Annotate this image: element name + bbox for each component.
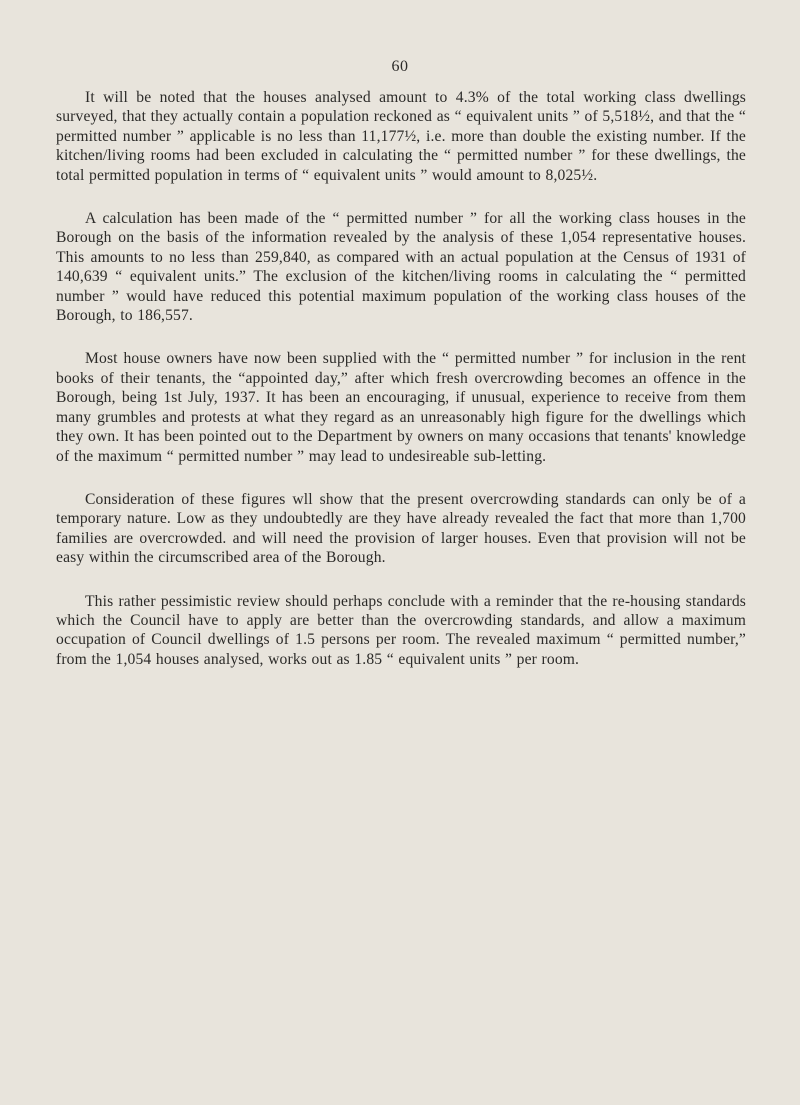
page-number: 60 [391, 58, 409, 75]
paragraph-rehousing-standards: This rather pessimistic review should perhaps conclude with a reminder that the re-housing standards which the Council have to apply are better than the overcrowding standards, and allow a maximum occupation of Council dwellings of 1.5 persons per room. The revealed maximum “ permitted number,” from the 1,054 houses analysed, works out as 1.85 “ equivalent units ” per room. [56, 592, 746, 668]
paragraph-house-owners: Most house owners have now been supplied with the “ permitted number ” for inclusion in the rent books of their tenants, the “appointed day,” after which fresh overcrowding becomes an offence in the Borough, being 1st July, 1937. It has been an encouraging, if unusual, experience to receive from them many grumbles and protests at what they regard as an unreasonably high figure for the dwellings which they own. It has been pointed out to the Department by owners on many occasions that tenants' knowledge of the maximum “ permitted number ” may lead to undesireable sub-letting. [56, 350, 746, 465]
paragraph-permitted-number-calculation: A calculation has been made of the “ permitted number ” for all the working class houses in the Borough on the basis of the information revealed by the analysis of these 1,054 representative houses. This amounts to no less than 259,840, as compared with an actual population at the Census of 1931 of 140,639 “ equivalent units.” The exclusion of the kitchen/living rooms in calculating the “ permitted number ” would have reduced this potential maximum population of the working class houses of the Borough, to 186,557. [56, 210, 746, 325]
body-text [56, 88, 746, 693]
paragraph-overcrowding-standards: Consideration of these figures wll show that the present overcrowding standards can only be of a temporary nature. Low as they undoubtedly are they have already revealed the fact that more than 1,700 families are overcrowded. and will need the provision of larger houses. Even that provision will not be easy within the circumscribed area of the Borough. [56, 490, 746, 567]
paragraph-houses-analysed: It will be noted that the houses analysed amount to 4.3% of the total working class dwellings surveyed, that they actually contain a population reckoned as “ equivalent units ” of 5,518½, and that the “ permitted number ” applicable is no less than 11,177½, i.e. more than double the existing number. If the kitchen/living rooms had been excluded in calculating the “ permitted number ” for these dwellings, the total permitted population in terms of “ equivalent units ” would amount to 8,025½. [56, 89, 746, 184]
